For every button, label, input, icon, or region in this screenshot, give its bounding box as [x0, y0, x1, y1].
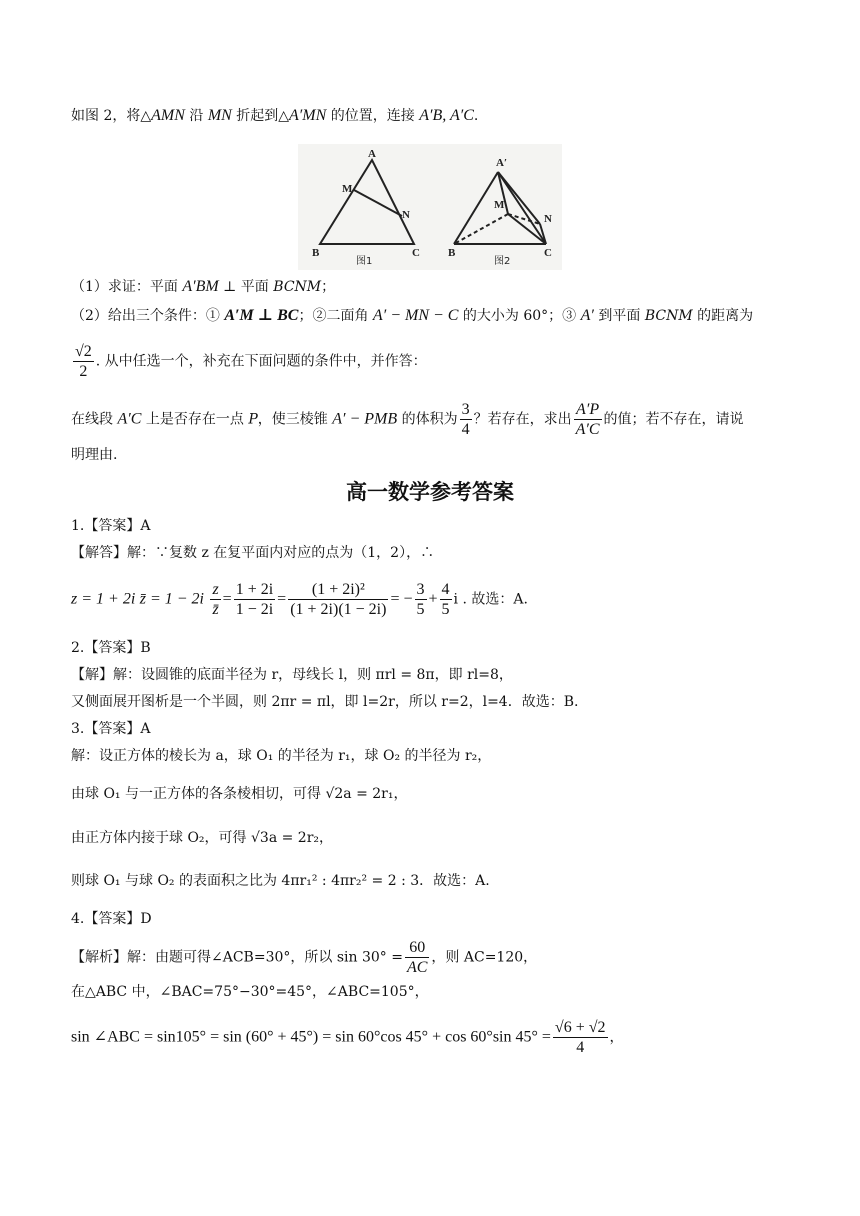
answer-1-equation: z = 1 + 2i z̄ = 1 − 2i $\frac{z}{z̄}$ = $\frac{1 + 2i}{1 - 2i}$ = $\frac{\text{(1 + 2i)²}}{(1 + 2i)(1 - 2i)}$ = − $\frac{3}{5}$ + $\frac{4}{5}$ i . 故选：A.	[71, 581, 528, 618]
q3-ratio-fraction	[574, 400, 602, 439]
a4-frac-num: 60	[409, 939, 426, 956]
geometry-figure	[298, 144, 562, 270]
q2-mid1: ；②二面角	[298, 308, 373, 324]
q3-vol-num: 3	[461, 401, 470, 418]
label-a: A	[368, 148, 376, 160]
caption-fig2: 图2	[494, 256, 511, 267]
q3-mid1: 上是否存在一点	[141, 411, 249, 428]
a4-line3-num: √6 + √2	[554, 1019, 606, 1036]
label-m: M	[342, 183, 353, 195]
q3-mid2: ，使三棱锥	[257, 411, 333, 428]
label-c2: C	[544, 247, 552, 259]
a4-line3-frac	[553, 1018, 608, 1057]
q2-mid4: 的距离为	[692, 308, 754, 324]
intro-text-2: 沿	[184, 108, 208, 124]
answer-3-line3: 由正方体内接于球 O₂，可得 √3a = 2r₂，	[71, 830, 334, 846]
q2-frac-den: 2	[73, 361, 94, 381]
q2-sqrt-fraction	[73, 342, 94, 381]
q1-text: （1）求证：平面	[71, 279, 183, 295]
question-2	[71, 306, 753, 326]
q3-p: P	[248, 411, 258, 428]
answers-title: 高一数学参考答案	[346, 480, 514, 504]
question-3-line2: 明理由.	[71, 447, 118, 463]
q1-perp: ⊥ 平面	[218, 279, 274, 295]
a1-plus: +	[428, 590, 438, 608]
a4-line1-suffix: ，则 AC=120，	[431, 949, 538, 966]
a1-tail: i . 故选：A.	[453, 591, 528, 608]
answer-4-line2: 在△ABC 中，∠BAC=75°−30°=45°，∠ABC=105°，	[71, 984, 429, 1000]
intro-text-4: 的位置，连接	[326, 108, 420, 124]
q2-mid2: 的大小为 60°；③	[458, 308, 581, 324]
a1-frac5-den: 5	[441, 601, 450, 618]
q2-plane: BCNM	[644, 308, 693, 324]
intro-mn: MN	[207, 107, 232, 124]
a1-frac1-num: z	[212, 581, 219, 598]
label-m2: M	[494, 199, 505, 211]
answer-2-line2: 又侧面展开图析是一个半圆，则 2πr = πl，即 l=2r，所以 r=2，l=4．故选：B.	[71, 694, 579, 710]
a1-frac4-num: 3	[416, 581, 425, 598]
answer-4-line1	[71, 938, 537, 977]
q3-volume-fraction	[460, 400, 472, 439]
figure-svg	[298, 144, 562, 270]
a4-line1-prefix: 【解析】解：由题可得∠ACB=30°，所以 sin 30° =	[71, 949, 403, 966]
q3-prefix: 在线段	[71, 411, 118, 428]
label-n2: N	[544, 213, 552, 225]
q2-text: （2）给出三个条件：①	[71, 308, 225, 324]
question-1	[71, 277, 335, 297]
a1-frac4	[415, 580, 427, 619]
problem-intro	[71, 106, 478, 126]
q2-cond1: A′M ⊥ BC	[224, 307, 299, 324]
a1-frac3	[288, 580, 388, 619]
a1-frac2	[234, 580, 275, 619]
answer-3-line4: 则球 O₁ 与球 O₂ 的表面积之比为 4πr₁² : 4πr₂² = 2 : 3．故选：A.	[71, 873, 490, 889]
a1-frac1-den: z̄	[212, 601, 219, 618]
a4-line3-suffix: ，	[609, 1029, 624, 1046]
a4-frac-den: AC	[406, 959, 428, 976]
answer-3-head: 3.【答案】A	[71, 721, 151, 737]
a1-minus: = −	[390, 590, 413, 608]
q1-end: ；	[321, 279, 336, 295]
label-b: B	[312, 247, 320, 259]
answer-2-line1: 【解】解：设圆锥的底面半径为 r，母线长 l，则 πrl = 8π，即 rl=8，	[71, 667, 513, 683]
q3-mid3: 的体积为	[397, 411, 458, 428]
q2-cond2: A′ − MN − C	[372, 307, 459, 324]
q1-plane2: BCNM	[273, 279, 322, 295]
intro-end: .	[473, 108, 479, 124]
a1-frac1	[210, 580, 220, 619]
answer-1-solution: 【解答】解：∵复数 z 在复平面内对应的点为（1，2），∴	[71, 545, 435, 561]
label-n: N	[402, 209, 410, 221]
label-c: C	[412, 247, 420, 259]
a1-frac3-den: (1 + 2i)(1 − 2i)	[290, 601, 387, 618]
a4-line3-prefix: sin ∠ABC = sin105° = sin (60° + 45°) = sin 60°cos 45° + cos 60°sin 45° =	[71, 1028, 551, 1046]
answer-4-line3	[71, 1018, 624, 1057]
a4-frac	[405, 938, 429, 977]
intro-text-3: 折起到△	[231, 108, 290, 124]
label-a-prime: A′	[496, 157, 508, 169]
a1-frac3-num: (1 + 2i)²	[311, 581, 365, 598]
intro-links: A′B, A′C	[419, 107, 474, 124]
q3-mid4: ？若存在，求出	[473, 411, 572, 428]
caption-fig1: 图1	[356, 256, 373, 267]
answer-2-head: 2.【答案】B	[71, 640, 151, 656]
label-b2: B	[448, 247, 456, 259]
intro-text-1: 如图 2，将△	[71, 108, 152, 124]
a1-frac5-num: 4	[441, 581, 450, 598]
answer-3-line2: 由球 O₁ 与一正方体的各条棱相切，可得 √2a = 2r₁，	[71, 786, 408, 802]
q3-seg: A′C	[117, 410, 142, 428]
q2-cond3: A′	[580, 307, 594, 324]
a4-line3-den: 4	[553, 1037, 608, 1057]
q2-frac-num: √2	[75, 343, 92, 360]
a1-frac2-num: 1 + 2i	[235, 581, 274, 598]
answer-3-line1: 解：设正方体的棱长为 a，球 O₁ 的半径为 r₁，球 O₂ 的半径为 r₂，	[71, 748, 492, 764]
intro-amn: AMN	[151, 107, 185, 124]
q3-pyr: A′ − PMB	[332, 410, 398, 428]
answer-4-head: 4.【答案】D	[71, 911, 152, 927]
q2-mid3: 到平面	[593, 308, 645, 324]
q2-tail: . 从中任选一个，补充在下面问题的条件中，并作答：	[95, 353, 427, 370]
q3-vol-den: 4	[461, 421, 470, 438]
a1-eq-conj: z̄ = 1 − 2i	[139, 590, 204, 608]
q3-ratio-num: A′P	[576, 401, 600, 418]
question-2-cont	[71, 342, 427, 381]
answer-1-head: 1.【答案】A	[71, 518, 151, 534]
q1-plane1: A′BM	[182, 278, 219, 295]
a1-frac2-den: 1 − 2i	[235, 601, 274, 618]
a1-frac4-den: 5	[416, 601, 425, 618]
q3-mid5: 的值；若不存在，请说	[603, 411, 744, 428]
question-3	[71, 400, 744, 439]
a1-frac5	[440, 580, 452, 619]
q3-ratio-den: A′C	[575, 421, 600, 438]
intro-amn2: A′MN	[289, 107, 327, 124]
a1-eq-left: z = 1 + 2i	[71, 590, 136, 608]
